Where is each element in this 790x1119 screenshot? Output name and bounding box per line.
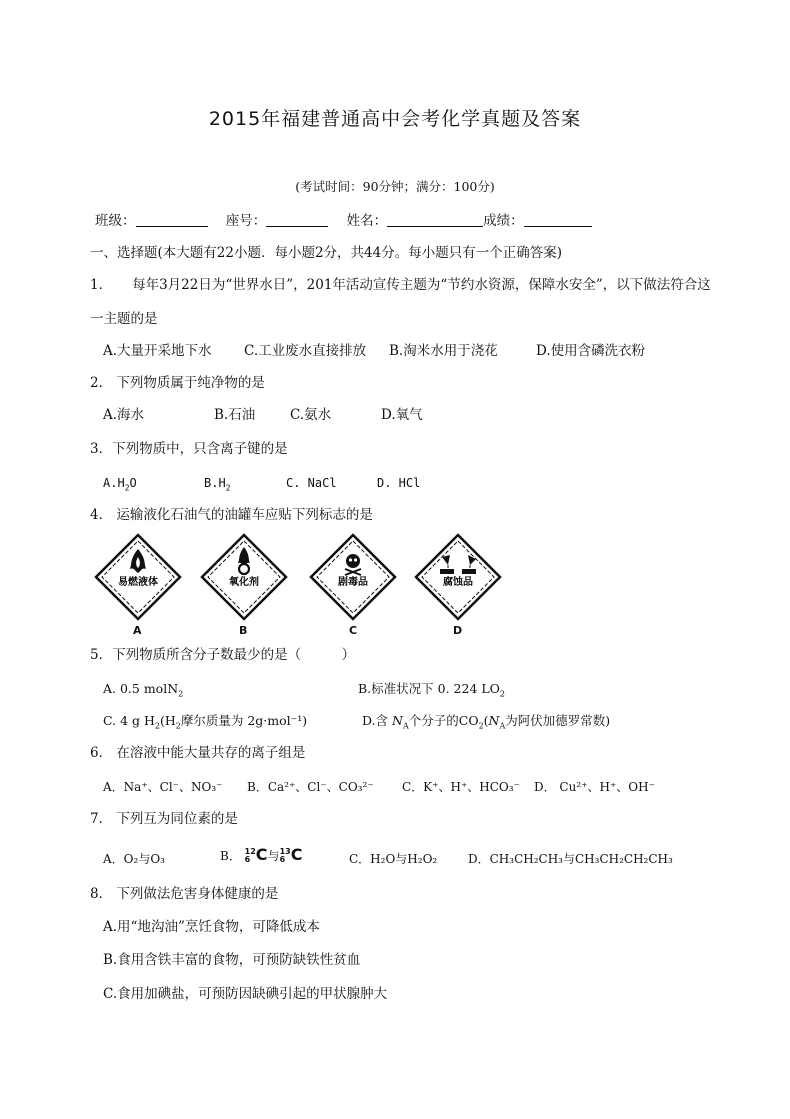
- q3-option-c: C. NaCl: [286, 476, 337, 490]
- q2-text: 2． 下列物质属于纯净物的是: [90, 375, 265, 391]
- page-title: 2015年福建普通高中会考化学真题及答案: [208, 108, 582, 130]
- q6-option-c: C．K⁺、H⁺、HCO₃⁻: [402, 780, 520, 794]
- name-blank[interactable]: [387, 212, 483, 227]
- score-blank[interactable]: [524, 212, 592, 227]
- sign-c-label: 剧毒品: [338, 577, 368, 588]
- hazard-sign-a: [94, 533, 182, 623]
- q7-option-c: C．H₂O与H₂O₂: [349, 852, 438, 866]
- sign-a-letter: A: [133, 624, 142, 637]
- q1-text: 每年3月22日为“世界水日”，201年活动宣传主题为“节约水资源，保障水安全”，以下做法符合这: [132, 277, 711, 293]
- q5-option-b: B.标准状况下 0. 224 $LO_2$: [358, 681, 506, 699]
- flame-icon: [130, 549, 146, 573]
- q8-option-b: B.食用含铁丰富的食物，可预防缺铁性贫血: [103, 952, 361, 968]
- carbon-13-isotope: 13 6 C: [279, 845, 303, 864]
- q3-text: 3．下列物质中，只含离子键的是: [90, 441, 288, 457]
- q8-text: 8． 下列做法危害身体健康的是: [90, 886, 279, 902]
- exam-info: (考试时间：90分钟；满分：100分): [295, 179, 495, 194]
- sign-c-letter: C: [349, 624, 358, 637]
- corrosive-icon: [440, 555, 476, 574]
- q5-option-c: C. 4 g $H_2(H_2$摩尔质量为 2g·mol⁻¹): [103, 713, 308, 731]
- seat-blank[interactable]: [266, 212, 328, 227]
- q2-option-c: C.氨水: [290, 407, 332, 423]
- q6-option-b: B．Ca²⁺、Cl⁻、CO₃²⁻: [247, 780, 374, 794]
- q3-option-b: $B.H_2$: [204, 476, 231, 493]
- class-blank[interactable]: [136, 212, 208, 227]
- q1-line: [90, 276, 711, 294]
- sign-d-letter: D: [453, 624, 463, 637]
- q7-option-a: A．O₂与O₃: [103, 852, 165, 866]
- q5-option-d: D.含 $N_A$个分子的$CO_2(N_A$为阿伏加德罗常数): [362, 713, 611, 731]
- q3-option-a: $A.H_2O$: [103, 476, 137, 493]
- hazard-sign-d: [414, 533, 502, 623]
- q2-option-d: D.氧气: [381, 407, 423, 423]
- hazard-sign-b: [200, 533, 288, 623]
- q2-option-a: A.海水: [103, 407, 145, 423]
- q4-text: 4． 运输液化石油气的油罐车应贴下列标志的是: [90, 507, 373, 523]
- q5-option-a: A. 0.5 molN$_2$: [103, 681, 184, 699]
- q1-text-cont: 一主题的是: [90, 311, 158, 327]
- flame-over-circle-icon: [238, 547, 250, 574]
- q8-option-a: A.用“地沟油”烹饪食物，可降低成本: [103, 919, 320, 935]
- carbon-12-isotope: 12 6 C: [244, 845, 268, 864]
- class-label: 班级：: [95, 213, 136, 229]
- student-fields: [95, 212, 592, 230]
- q7-option-b: B． 12 6 C与 13 6 C: [220, 845, 303, 864]
- sign-d-label: 腐蚀品: [443, 577, 473, 588]
- q6-option-a: A．Na⁺、Cl⁻、NO₃⁻: [103, 780, 223, 794]
- score-label: 成绩：: [483, 213, 524, 229]
- q7-text: 7． 下列互为同位素的是: [90, 811, 238, 827]
- seat-label: 座号：: [225, 213, 267, 229]
- q6-option-d: D． Cu²⁺、H⁺、OH⁻: [534, 780, 655, 794]
- sign-b-letter: B: [239, 624, 248, 637]
- hazard-sign-c: [309, 533, 397, 623]
- q8-option-c: C.食用加碘盐，可预防因缺碘引起的甲状腺肿大: [103, 986, 388, 1002]
- q5-text: 5．下列物质所含分子数最少的是（ ）: [90, 647, 356, 663]
- q1-option-b: C.工业废水直接排放: [244, 343, 367, 359]
- q1-option-c: B.淘米水用于浇花: [389, 343, 498, 359]
- name-label: 姓名：: [346, 213, 388, 229]
- q1-option-a: A.大量开采地下水: [103, 343, 212, 359]
- q1-number: 1．: [90, 277, 113, 293]
- section-heading: 一、选择题(本大题有22小题．每小题2分，共44分。每小题只有一个正确答案): [90, 245, 562, 261]
- q3-option-d: D. HCl: [377, 476, 421, 490]
- q6-text: 6． 在溶液中能大量共存的离子组是: [90, 745, 306, 761]
- sign-a-label: 易燃液体: [118, 577, 158, 588]
- q7-option-d: D．CH₃CH₂CH₃与CH₃CH₂CH₂CH₃: [468, 852, 673, 866]
- skull-icon: [345, 554, 361, 575]
- sign-b-label: 氧化剂: [229, 577, 259, 588]
- q2-option-b: B.石油: [214, 407, 256, 423]
- q1-option-d: D.使用含磷洗衣粉: [536, 343, 646, 359]
